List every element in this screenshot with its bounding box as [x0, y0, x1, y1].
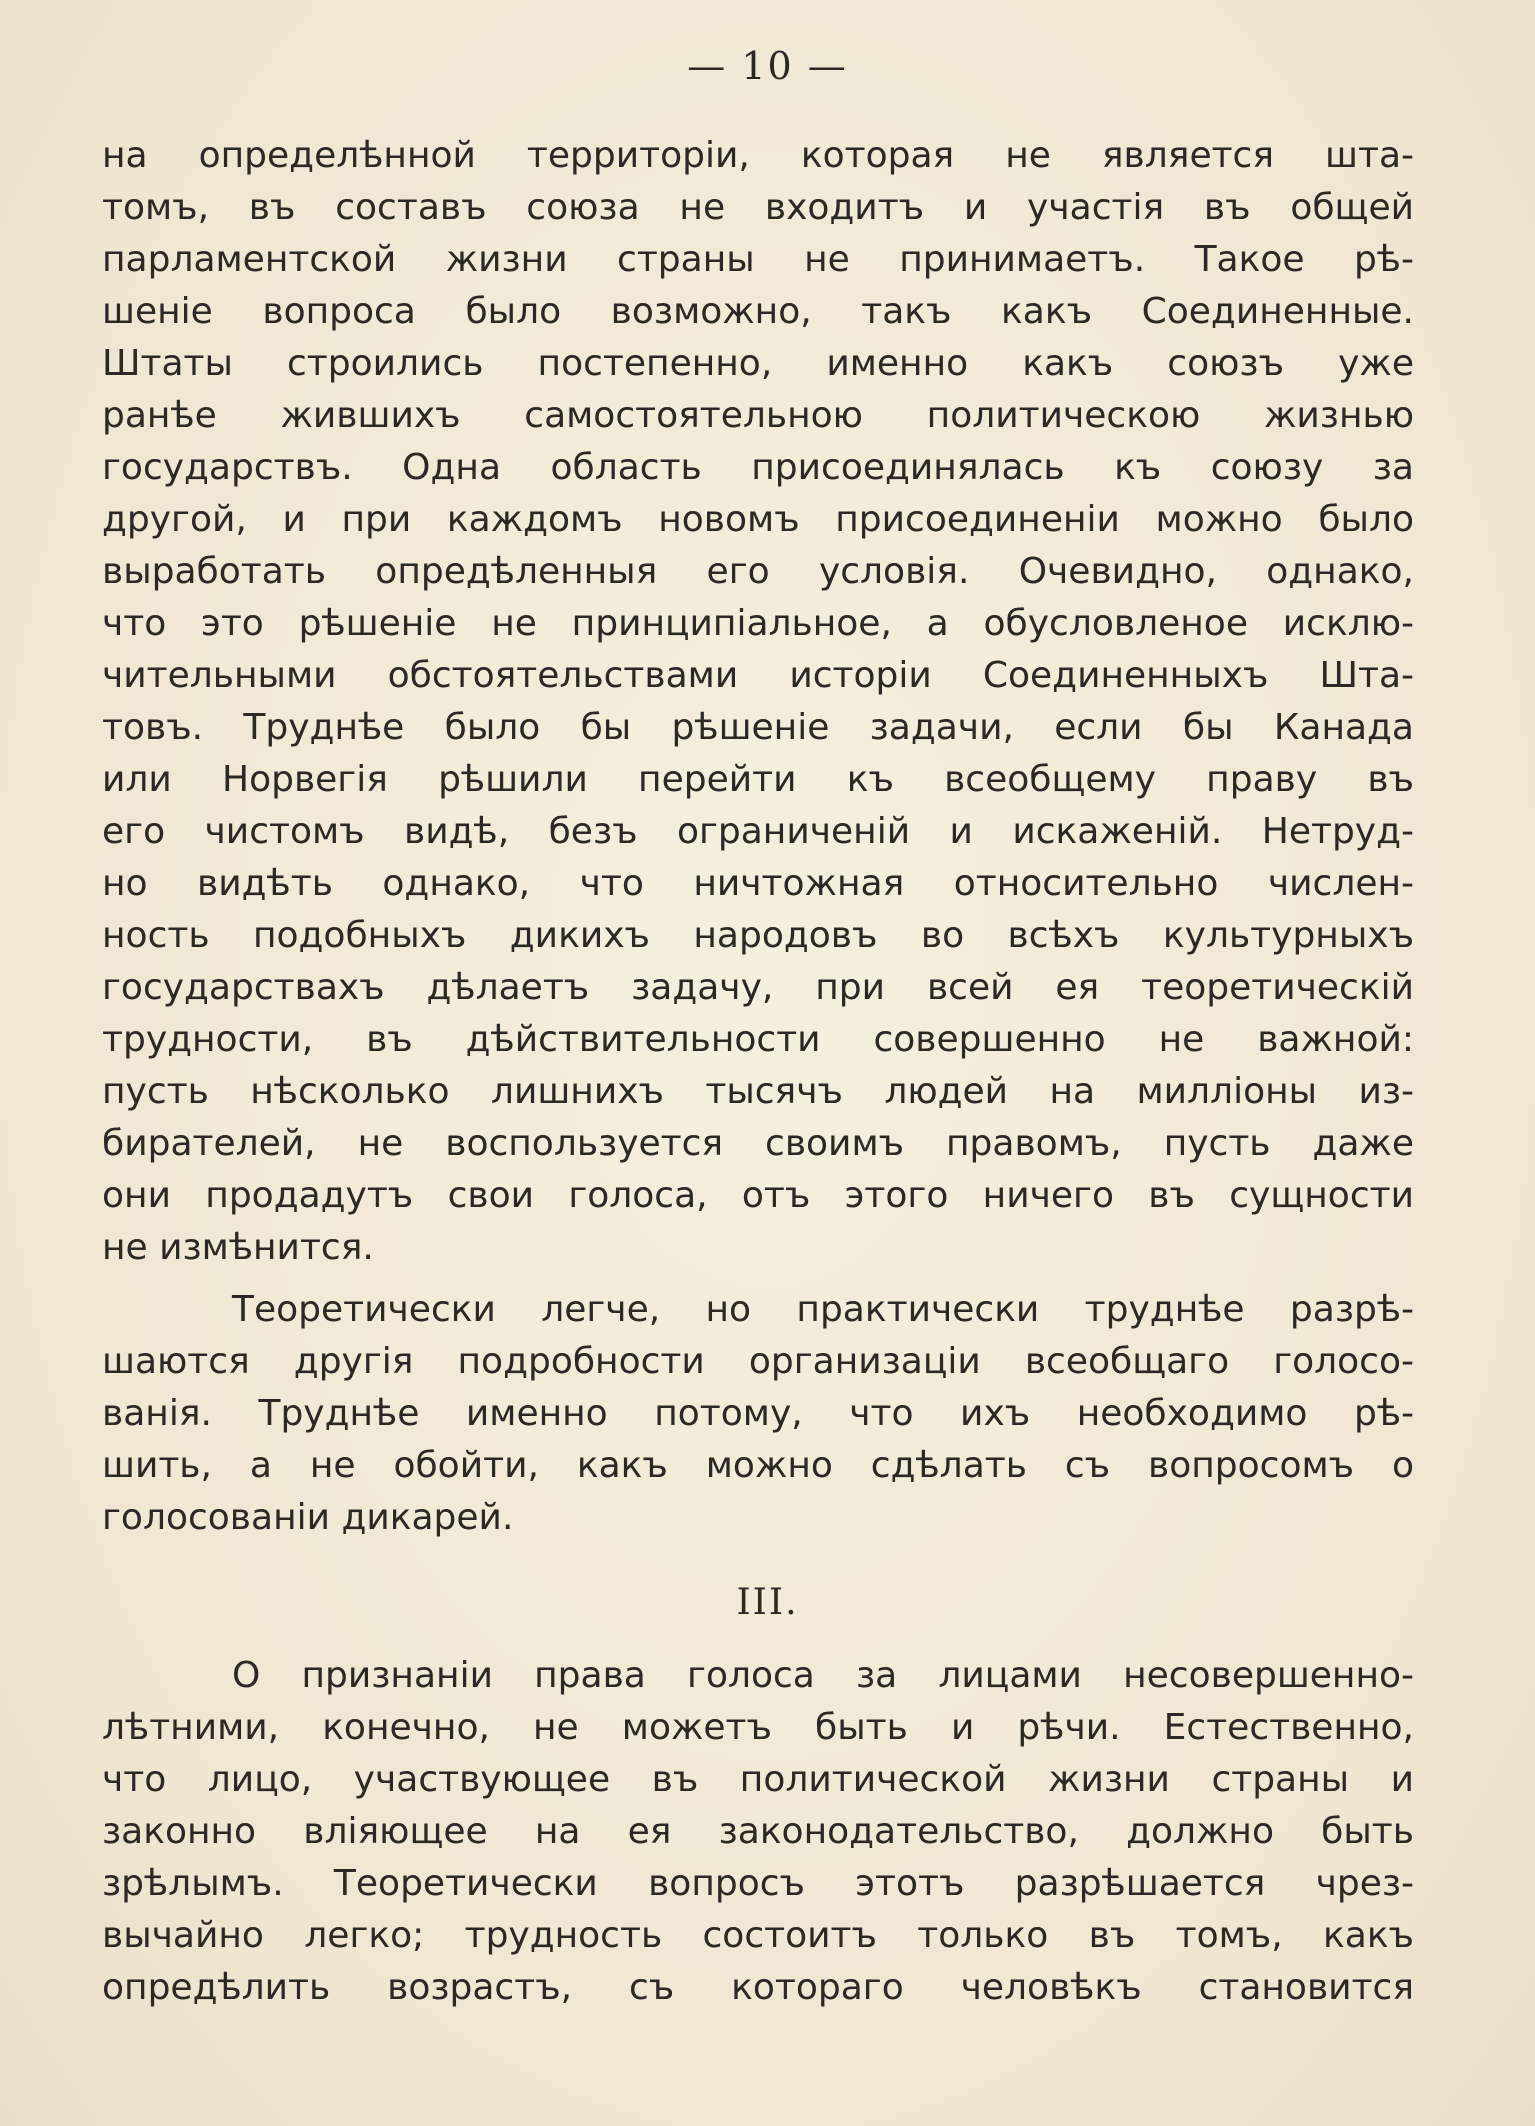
text-line: бирателей, не воспользуется своимъ правомъ, пусть даже — [102, 1123, 1414, 1164]
text-line: на определѣнной территоріи, которая не является шта- — [102, 135, 1414, 176]
text-line: шить, а не обойти, какъ можно сдѣлать съ вопросомъ о — [102, 1445, 1414, 1486]
text-line: томъ, въ составъ союза не входитъ и участія въ общей — [102, 187, 1414, 228]
text-line: пусть нѣсколько лишнихъ тысячъ людей на милліоны из- — [102, 1071, 1414, 1112]
text-line: но видѣть однако, что ничтожная относительно числен- — [102, 863, 1414, 904]
text-line: чительными обстоятельствами исторіи Соединенныхъ Шта- — [102, 655, 1414, 696]
text-line: не измѣнится. — [102, 1227, 374, 1268]
text-line: шаются другія подробности организаціи всеобщаго голосо- — [102, 1341, 1414, 1382]
text-line: ность подобныхъ дикихъ народовъ во всѣхъ культурныхъ — [102, 915, 1414, 956]
text-line: парламентской жизни страны не принимаетъ. Такое рѣ- — [102, 239, 1414, 280]
page-number: — 10 — — [687, 44, 848, 88]
text-line: голосованіи дикарей. — [102, 1497, 514, 1538]
text-line: опредѣлить возрастъ, съ котораго человѣкъ становится — [102, 1967, 1414, 2008]
text-line: выработать опредѣленныя его условія. Очевидно, однако, — [102, 551, 1414, 592]
text-line: государствъ. Одна область присоединялась къ союзу за — [102, 447, 1414, 488]
text-line: шеніе вопроса было возможно, такъ какъ Соединенные. — [102, 291, 1414, 332]
text-line: О признаніи права голоса за лицами несовершенно- — [232, 1655, 1414, 1696]
section-heading: III. — [736, 1582, 799, 1623]
text-line: ранѣе жившихъ самостоятельною политическою жизнью — [102, 395, 1414, 436]
paragraph-2 — [102, 1284, 1414, 1544]
text-line: государствахъ дѣлаетъ задачу, при всей ея теоретическій — [102, 967, 1414, 1008]
paragraph-1 — [102, 130, 1414, 1274]
text-line: они продадутъ свои голоса, отъ этого ничего въ сущности — [102, 1175, 1414, 1216]
text-line: ванія. Труднѣе именно потому, что ихъ необходимо рѣ- — [102, 1393, 1414, 1434]
paragraph-3 — [102, 1650, 1414, 2014]
text-line: зрѣлымъ. Теоретически вопросъ этотъ разрѣшается чрез- — [102, 1863, 1414, 1904]
text-line: другой, и при каждомъ новомъ присоединеніи можно было — [102, 499, 1414, 540]
text-line: его чистомъ видѣ, безъ ограниченій и искаженій. Нетруд- — [102, 811, 1414, 852]
text-line: Штаты строились постепенно, именно какъ союзъ уже — [102, 343, 1414, 384]
text-line: трудности, въ дѣйствительности совершенно не важной: — [102, 1019, 1414, 1060]
text-line: или Норвегія рѣшили перейти къ всеобщему праву въ — [102, 759, 1414, 800]
text-line: что лицо, участвующее въ политической жизни страны и — [102, 1759, 1414, 1800]
text-line: Теоретически легче, но практически труднѣе разрѣ- — [232, 1289, 1414, 1330]
text-line: товъ. Труднѣе было бы рѣшеніе задачи, если бы Канада — [102, 707, 1414, 748]
text-line: вычайно легко; трудность состоитъ только въ томъ, какъ — [102, 1915, 1414, 1956]
text-line: законно вліяющее на ея законодательство, должно быть — [102, 1811, 1414, 1852]
text-line: что это рѣшеніе не принципіальное, а обусловленое исклю- — [102, 603, 1414, 644]
text-line: лѣтними, конечно, не можетъ быть и рѣчи. Естественно, — [102, 1707, 1414, 1748]
